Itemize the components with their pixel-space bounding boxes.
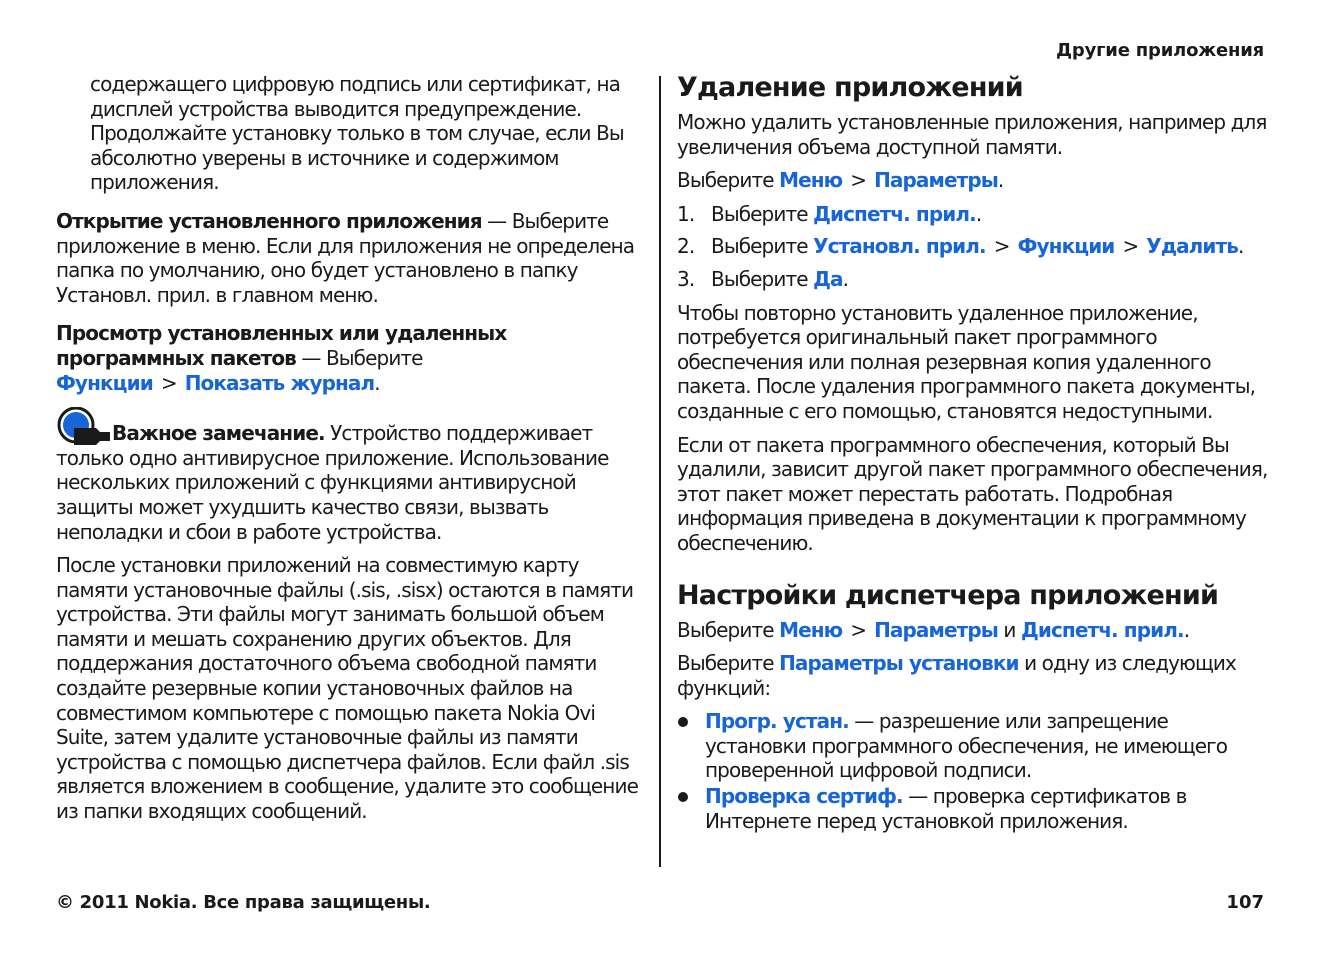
open-app-dash: — [481,208,512,233]
bullet-text: — разрешение или запрещение установки программного обеспечения, не имеющего проверенной цифровой подписи. [705,709,1228,783]
and-text: и [997,617,1021,642]
note-text: Устройство поддерживает только одно антивирусное приложение. Использование нескольких приложений с функциями антивирусной защиты может ухудшить качество связи, вызвать неполадки и сбои в работе устройства. [56,421,609,544]
list-item [677,202,1271,227]
path-separator: > [1122,234,1139,259]
path-separator: > [850,617,867,642]
app-manager-link[interactable]: Диспетч. прил. [1020,617,1184,642]
step-text: Выберите [711,266,814,291]
list-item [677,267,1271,292]
note-title: Важное замечание. [112,421,325,446]
open-app-text: Выберите приложение в меню. Если для приложения не определена папка по умолчанию, оно будет установлено в папку Установл. прил. в главном меню. [56,208,635,307]
step-text: Выберите [711,234,814,259]
list-item [677,234,1271,259]
app-manager-link[interactable]: Диспетч. прил. [813,201,976,226]
bullet-text: — проверка сертификатов в Интернете перед установкой приложения. [705,784,1187,833]
delete-link[interactable]: Удалить [1146,234,1238,259]
path-separator: > [993,234,1010,259]
bullet-icon [677,709,705,783]
list-item [677,709,1271,783]
running-header: Другие приложения [1056,40,1264,61]
remove-steps-list [677,202,1271,292]
right-column [677,72,1271,834]
path-separator: > [160,370,177,395]
step-number: 3. [677,266,695,291]
parameters-link[interactable]: Параметры [874,617,998,642]
step-text: Выберите [711,201,814,226]
intro-paragraph: содержащего цифровую подпись или сертификат, на дисплей устройства выводится предупреждение. Продолжайте установку только в том случае, если Вы абсолютно уверены в источнике и содержимом приложения. [90,72,624,195]
page-number: 107 [1226,892,1264,913]
remove-apps-heading: Удаление приложений [677,72,1023,103]
important-note [56,421,648,544]
manager-settings-heading: Настройки диспетчера приложений [677,579,1219,611]
select-label: Выберите [677,617,780,642]
select-label: Выберите [677,168,780,193]
installed-apps-link[interactable]: Установл. прил. [813,234,986,259]
after-install-paragraph: После установки приложений на совместимую карту памяти установочные файлы (.sis, .sisx) остаются в памяти устройства. Эти файлы могут занимать большой объем памяти и мешать сохранению других объектов. Для поддержания достаточного объема свободной памяти создайте резервные копии установочных файлов на совместимом компьютере с помощью пакета Nokia Ovi Suite, затем удалите установочные файлы из памяти устройства с помощью диспетчера файлов. Если файл .sis является вложением в сообщение, удалите это сообщение из папки входящих сообщений. [56,553,638,824]
cert-check-link[interactable]: Проверка сертиф. [705,784,903,809]
column-divider [659,76,661,867]
dependency-paragraph: Если от пакета программного обеспечения, который Вы удалили, зависит другой пакет программного обеспечения, этот пакет может перестать работать. Подробная информация приведена в документации к программному обеспечению. [677,432,1268,555]
functions-link[interactable]: Функции [56,370,153,395]
software-install-link[interactable]: Прогр. устан. [705,709,849,734]
view-packages-end: . [374,370,380,395]
step-number: 2. [677,234,695,259]
step-number: 1. [677,201,695,226]
view-packages-paragraph [56,321,648,395]
step-end: . [975,201,982,226]
list-item [677,784,1271,833]
choose-text: и одну из следующих функций: [677,651,1236,700]
view-packages-dash: — [295,345,326,370]
settings-select-path [677,618,1271,643]
path-end: . [997,168,1004,193]
copyright: © 2011 Nokia. Все права защищены. [56,892,431,913]
view-packages-text: Выберите [325,345,423,370]
functions-link[interactable]: Функции [1017,234,1115,259]
show-log-link[interactable]: Показать журнал [184,370,375,395]
view-packages-title: Просмотр установленных или удаленных программных пакетов [56,321,507,370]
open-app-paragraph [56,209,648,307]
left-column [56,72,648,833]
menu-link[interactable]: Меню [779,617,843,642]
bullet-icon [677,784,705,833]
install-params-link[interactable]: Параметры установки [779,651,1019,676]
settings-bullet-list [677,709,1271,833]
select-label: Выберите [677,651,780,676]
menu-link[interactable]: Меню [779,168,843,193]
step-end: . [1237,234,1244,259]
remove-select-path [677,168,1271,193]
path-end: . [1183,617,1190,642]
note-icon [56,407,112,451]
open-app-title: Открытие установленного приложения [56,208,482,233]
reinstall-paragraph: Чтобы повторно установить удаленное приложение, потребуется оригинальный пакет программного обеспечения или полная резервная копия удаленного пакета. После удаления программного пакета документы, созданные с его помощью, становятся недоступными. [677,300,1256,423]
yes-link[interactable]: Да [813,266,843,291]
remove-intro: Можно удалить установленные приложения, например для увеличения объема доступной памяти. [677,110,1267,159]
step-end: . [842,266,849,291]
parameters-link[interactable]: Параметры [874,168,998,193]
path-separator: > [850,168,867,193]
settings-choose-paragraph [677,651,1271,700]
